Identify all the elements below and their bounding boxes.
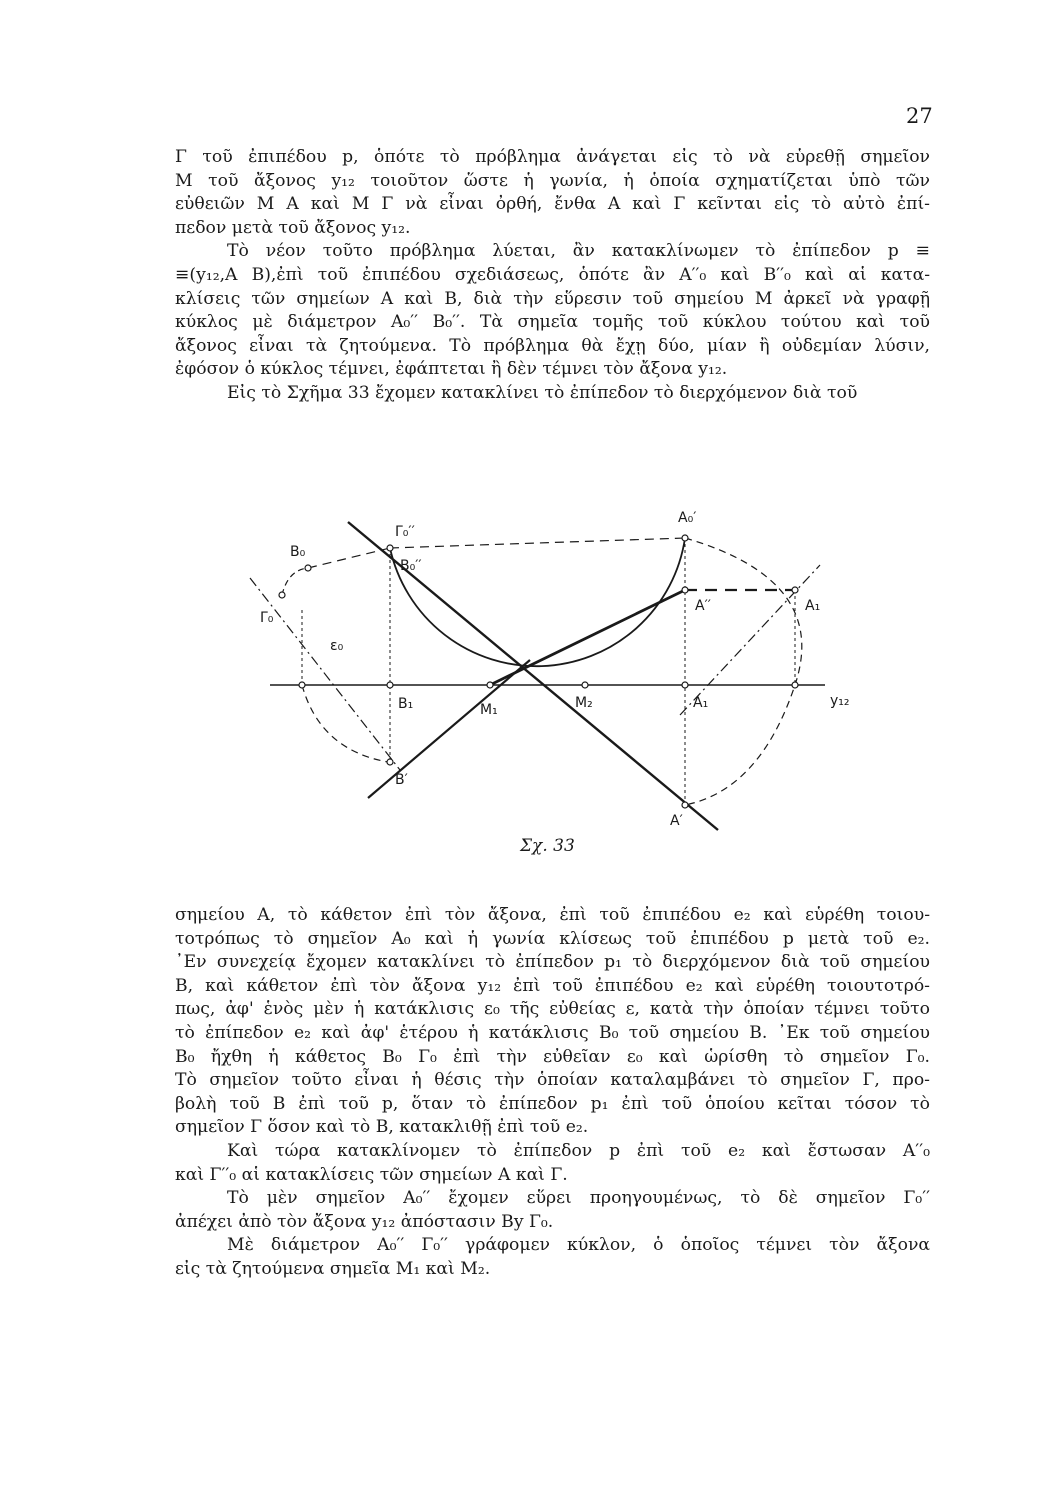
paragraph <box>175 382 930 406</box>
point-A0p <box>682 535 688 541</box>
dashed-arc-right <box>685 538 802 805</box>
text-line: κλίσεις τῶν σημείων A καὶ B, διὰ τὴν εὕρεσιν τοῦ σημείου M ἀρκεῖ νὰ γραφῇ <box>175 288 930 309</box>
paragraph <box>175 1187 930 1234</box>
point-Ap <box>682 802 688 808</box>
top-text-block <box>175 146 930 406</box>
paragraph <box>175 1234 930 1281</box>
bottom-text-block <box>175 904 930 1282</box>
text-line: εὐθειῶν M A καὶ M Γ νὰ εἶναι ὀρθή, ἔνθα A καὶ Γ κεῖνται εἰς τὸ αὐτὸ ἐπί- <box>175 194 930 215</box>
point-G0 <box>279 592 285 598</box>
line-right-dashdot <box>680 565 820 715</box>
text-line: Τὸ σημεῖον τοῦτο εἶναι ἡ θέσις τὴν ὁποίαν καταλαμβάνει τὸ σημεῖον Γ, προ- <box>175 1070 930 1091</box>
paragraph <box>175 904 930 1140</box>
text-line: Εἰς τὸ Σχῆμα 33 ἔχομεν κατακλίνει τὸ ἐπίπεδον τὸ διερχόμενον διὰ τοῦ <box>227 382 858 403</box>
label-B1: B₁ <box>398 696 414 712</box>
label-B0: B₀ <box>290 544 306 560</box>
label-Bp: B′ <box>395 772 408 788</box>
point-M2 <box>582 682 588 688</box>
text-line: B₀ ἤχθη ἡ κάθετος B₀ Γ₀ ἐπὶ τὴν εὐθεῖαν ε₀ καὶ ὡρίσθη τὸ σημεῖον Γ₀. <box>175 1046 930 1067</box>
label-M2: M₂ <box>575 695 593 711</box>
point-axis-left <box>299 682 305 688</box>
point-axis-right <box>792 682 798 688</box>
text-line: σημεῖον Γ ὅσον καὶ τὸ B, κατακλιθῇ ἐπὶ τοῦ e₂. <box>175 1117 589 1138</box>
line-Mpp-Ap <box>490 590 685 685</box>
text-line: Μὲ διάμετρον A₀′′ Γ₀′′ γράφομεν κύκλον, ὁ ὁποῖος τέμνει τὸν ἄξονα <box>227 1235 930 1256</box>
paragraph <box>175 240 930 382</box>
text-line: ≡(y₁₂,A B),ἐπὶ τοῦ ἐπιπέδου σχεδιάσεως, ὁπότε ἂν A′′₀ καὶ B′′₀ καὶ αἱ κατα- <box>175 264 930 285</box>
text-line: πεδον μετὰ τοῦ ἄξονος y₁₂. <box>175 217 411 238</box>
text-line: ᾿Εν συνεχείᾳ ἔχομεν κατακλίνει τὸ ἐπίπεδον p₁ τὸ διερχόμενον διὰ τοῦ σημείου <box>175 952 930 973</box>
text-line: βολὴ τοῦ B ἐπὶ τοῦ p, ὅταν τὸ ἐπίπεδον p₁ ἐπὶ τοῦ ὁποίου κεῖται τόσον τὸ <box>175 1093 930 1114</box>
label-Ap: A′ <box>670 813 683 829</box>
point-A1-right <box>792 587 798 593</box>
text-line: τὸ ἐπίπεδον e₂ καὶ ἀφ' ἑτέρου ἡ κατάκλισις B₀ τοῦ σημείου B. ᾿Εκ τοῦ σημείου <box>175 1022 930 1043</box>
text-line: ἀπέχει ἀπὸ τὸν ἄξονα y₁₂ ἀπόστασιν By Γ₀. <box>175 1211 554 1232</box>
text-line: σημείου A, τὸ κάθετον ἐπὶ τὸν ἄξονα, ἐπὶ τοῦ ἐπιπέδου e₂ καὶ εὑρέθη τοιου- <box>175 905 930 925</box>
dashed-top <box>390 538 685 548</box>
label-B0pp: B₀′′ <box>400 558 422 574</box>
text-line: τοτρόπως τὸ σημεῖον A₀ καὶ ἡ γωνία κλίσεως τοῦ ἐπιπέδου p μετὰ τοῦ e₂. <box>175 928 930 949</box>
text-line: Τὸ μὲν σημεῖον A₀′′ ἔχομεν εὕρει προηγουμένως, τὸ δὲ σημεῖον Γ₀′′ <box>227 1188 930 1209</box>
text-line: Τὸ νέον τοῦτο πρόβλημα λύεται, ἂν κατακλίνωμεν τὸ ἐπίπεδον p ≡ <box>227 241 930 262</box>
page-number: 27 <box>906 104 933 128</box>
point-B1 <box>387 682 393 688</box>
text-line: ἐφόσον ὁ κύκλος τέμνει, ἐφάπτεται ἢ δὲν τέμνει τὸν ἄξονα y₁₂. <box>175 359 728 380</box>
dashed-B0 <box>308 548 390 568</box>
point-G0pp <box>387 545 393 551</box>
point-Bp <box>387 759 393 765</box>
dashed-arc-top <box>282 568 308 595</box>
text-line: καὶ Γ′′₀ αἱ κατακλίσεις τῶν σημείων A καὶ Γ. <box>175 1164 568 1185</box>
point-A1 <box>682 682 688 688</box>
point-M1 <box>487 682 493 688</box>
circle-arc <box>390 538 685 666</box>
text-line: Γ τοῦ ἐπιπέδου p, ὁπότε τὸ πρόβλημα ἀνάγεται εἰς τὸ νὰ εὑρεθῇ σημεῖον <box>175 147 930 167</box>
text-line: B, καὶ κάθετον ἐπὶ τὸν ἄξονα y₁₂ ἐπὶ τοῦ ἐπιπέδου e₂ καὶ εὑρέθη τοιουτοτρό- <box>175 975 930 996</box>
text-line: Καὶ τώρα κατακλίνομεν τὸ ἐπίπεδον p ἐπὶ τοῦ e₂ καὶ ἔστωσαν A′′₀ <box>227 1140 930 1161</box>
label-A1b: A₁ <box>693 695 709 711</box>
line-Bp <box>368 660 530 798</box>
point-App <box>682 587 688 593</box>
text-line: κύκλος μὲ διάμετρον A₀′′ B₀′′. Τὰ σημεῖα τομῆς τοῦ κύκλου τούτου καὶ τοῦ <box>175 312 930 333</box>
label-y12: y₁₂ <box>830 693 850 709</box>
paragraph <box>175 146 930 240</box>
label-M1: M₁ <box>480 702 498 718</box>
label-App: A′′ <box>695 598 711 614</box>
text-line: εἰς τὰ ζητούμενα σημεῖα M₁ καὶ M₂. <box>175 1258 491 1279</box>
label-A0p: A₀′ <box>678 510 697 526</box>
line-e0 <box>250 578 400 770</box>
label-G0pp: Γ₀′′ <box>395 524 415 540</box>
label-G0: Γ₀ <box>260 610 274 626</box>
label-e0: ε₀ <box>330 638 344 654</box>
point-B0 <box>305 565 311 571</box>
dashed-arc-left <box>302 685 388 762</box>
text-line: M τοῦ ἄξονος y₁₂ τοιοῦτον ὥστε ἡ γωνία, ἡ ὁποία σχηματίζεται ὑπὸ τῶν <box>175 170 930 191</box>
figure-caption: Σχ. 33 <box>520 836 575 856</box>
text-line: πως, ἀφ' ἑνὸς μὲν ἡ κατάκλισις ε₀ τῆς εὐθείας ε, κατὰ τὴν ὁποίαν τέμνει τοῦτο <box>175 999 930 1020</box>
figure-33 <box>230 500 850 840</box>
label-A1: A₁ <box>805 598 821 614</box>
paragraph <box>175 1140 930 1187</box>
text-line: ἄξονος εἶναι τὰ ζητούμενα. Τὸ πρόβλημα θὰ ἔχῃ δύο, μίαν ἢ οὐδεμίαν λύσιν, <box>175 335 930 356</box>
